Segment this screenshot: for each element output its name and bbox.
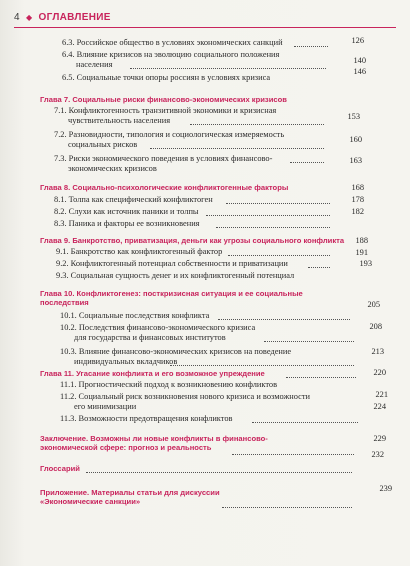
toc-entry: 8.1. Толпа как специфический конфликтоген xyxy=(54,195,213,204)
toc-page: 178 xyxy=(351,195,364,204)
chapter-heading: Заключение. Возможны ли новые конфликты в финансово- экономической сфере: прогноз и реальность xyxy=(40,434,268,452)
toc-page: 205 xyxy=(367,300,380,309)
toc-page: 168 xyxy=(351,183,364,192)
toc-page: 239 xyxy=(379,484,392,493)
toc-page: 182 xyxy=(351,207,364,216)
toc-page: 146 xyxy=(353,67,366,76)
toc-page: 193 xyxy=(359,259,372,268)
toc-entry: 6.3. Российское общество в условиях экономических санкций xyxy=(62,38,283,47)
toc-page: 221 xyxy=(375,390,388,399)
toc-page: 224 xyxy=(373,402,386,411)
toc-page: 160 xyxy=(349,135,362,144)
toc-entry: 9.1. Банкротство как конфликтогенный фактор xyxy=(56,247,223,256)
toc-page: 220 xyxy=(373,368,386,377)
toc-page: 126 xyxy=(351,36,364,45)
leader-dots xyxy=(222,507,352,508)
toc-page: 140 xyxy=(353,56,366,65)
toc-entry: 8.3. Паника и факторы ее возникновения xyxy=(54,219,200,228)
toc-page: 229 xyxy=(373,434,386,443)
chapter-heading: Глава 7. Социальные риски финансово-экономических кризисов xyxy=(40,95,287,104)
leader-dots xyxy=(264,341,354,342)
toc-entry: 10.3. Влияние финансово-экономических кризисов на поведение индивидуальных вкладчиков xyxy=(60,347,292,366)
leader-dots xyxy=(190,124,324,125)
leader-dots xyxy=(216,227,330,228)
toc-entry: 11.1. Прогностический подход к возникновению конфликтов xyxy=(60,380,278,389)
toc-entry: 7.2. Разновидности, типология и социологическая измеряемость социальных рисков xyxy=(54,130,285,149)
diamond-icon: ◆ xyxy=(25,13,33,22)
chapter-heading: Приложение. Материалы статьи для дискуссии «Экономические санкции» xyxy=(40,488,220,506)
toc-entry: 10.1. Социальные последствия конфликта xyxy=(60,311,210,320)
toc-page: 163 xyxy=(349,156,362,165)
chapter-heading: Глава 10. Конфликтогенез: посткризисная ситуация и ее социальные последствия xyxy=(40,289,303,307)
toc-page: 188 xyxy=(355,236,368,245)
toc-entry: 6.5. Социальные точки опоры россиян в условиях кризиса xyxy=(62,73,271,82)
leader-dots xyxy=(218,319,350,320)
leader-dots xyxy=(206,215,330,216)
toc-entry: 7.3. Риски экономического поведения в условиях финансово- экономических кризисов xyxy=(54,154,273,173)
toc-page: 191 xyxy=(355,248,368,257)
leader-dots xyxy=(232,454,354,455)
leader-dots xyxy=(308,267,330,268)
chapter-heading: Глоссарий xyxy=(40,464,80,473)
leader-dots xyxy=(130,68,326,69)
toc-page: 213 xyxy=(371,347,384,356)
leader-dots xyxy=(294,46,328,47)
toc-entry: 8.2. Слухи как источник паники и толпы xyxy=(54,207,199,216)
header-title: ОГЛАВЛЕНИЕ xyxy=(38,12,111,23)
leader-dots xyxy=(226,203,330,204)
toc-page: 232 xyxy=(371,450,384,459)
toc-entry: 7.1. Конфликтогенность транзитивной экономики и кризисная чувствительность населения xyxy=(54,106,277,125)
toc-entry: 6.4. Влияние кризисов на эволюцию социального положения населения xyxy=(62,50,280,69)
chapter-heading: Глава 11. Угасание конфликта и его возможное упреждение xyxy=(40,369,265,378)
chapter-heading: Глава 9. Банкротство, приватизация, деньги как угрозы социального конфликта xyxy=(40,236,345,245)
leader-dots xyxy=(170,365,354,366)
toc-entry: 11.2. Социальный риск возникновения нового кризиса и возможности его минимизации xyxy=(60,392,311,411)
page-number: 4 xyxy=(14,12,20,23)
toc-page: 208 xyxy=(369,322,382,331)
toc-entry: 9.2. Конфликтогенный потенциал собственности и приватизации xyxy=(56,259,288,268)
leader-dots xyxy=(252,422,358,423)
leader-dots xyxy=(290,162,324,163)
leader-dots xyxy=(86,472,352,473)
leader-dots xyxy=(228,255,330,256)
leader-dots xyxy=(286,377,356,378)
toc-entry: 10.2. Последствия финансово-экономического кризиса для государства и финансовых институтов xyxy=(60,323,256,342)
chapter-heading: Глава 8. Социально-психологические конфликтогенные факторы xyxy=(40,183,289,192)
toc-page: 153 xyxy=(347,112,360,121)
leader-dots xyxy=(150,148,324,149)
toc-entry: 11.3. Возможности предотвращения конфликтов xyxy=(60,414,233,423)
toc-entry: 9.3. Социальная сущность денег и их конфликтогенный потенциал xyxy=(56,271,295,280)
